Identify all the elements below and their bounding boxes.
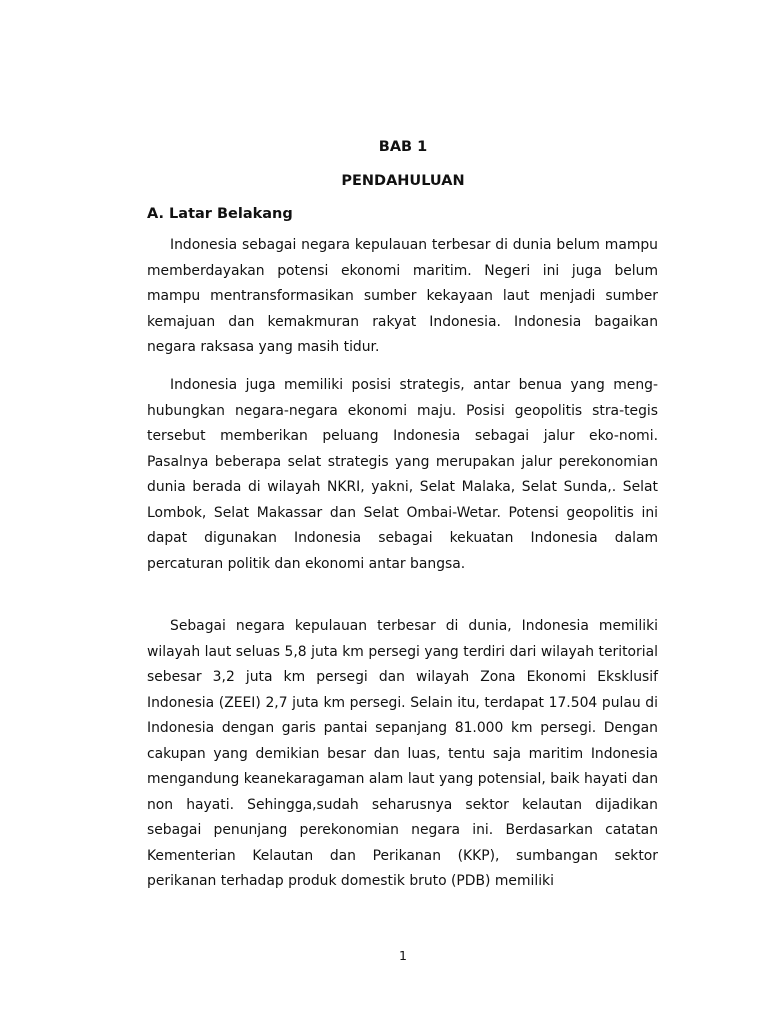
page-number: 1	[399, 948, 407, 963]
paragraph: Indonesia juga memiliki posisi strategis, antar benua yang meng-hubungkan negara-negara ekonomi maju. Posisi geopolitis stra-tegis tersebut memberikan peluang Indonesia sebagai jalur eko-nomi. Pasalnya beberapa selat strategis yang merupakan jalur perekonomian dunia berada di wilayah NKRI, yakni, Selat Malaka, Selat Sunda,. Selat Lombok, Selat Makassar dan Selat Ombai-Wetar. Potensi geopolitis ini dapat digunakan Indonesia sebagai kekuatan Indonesia dalam percaturan politik dan ekonomi antar bangsa.	[147, 377, 658, 572]
paragraph: Indonesia sebagai negara kepulauan terbesar di dunia belum mampu memberdayakan potensi ekonomi maritim. Negeri ini juga belum mampu mentransformasikan sumber kekayaan laut menjadi sumber kemajuan dan kemakmuran rakyat Indonesia. Indonesia bagaikan negara raksasa yang masih tidur.	[147, 237, 658, 355]
chapter-number: BAB 1	[378, 139, 428, 155]
chapter-title: PENDAHULUAN	[341, 173, 465, 189]
paragraph: Sebagai negara kepulauan terbesar di dunia, Indonesia memiliki wilayah laut seluas 5,8 juta km persegi yang terdiri dari wilayah teritorial sebesar 3,2 juta km persegi dan wilayah Zona Ekonomi Eksklusif Indonesia (ZEEI) 2,7 juta km persegi. Selain itu, terdapat 17.504 pulau di Indonesia dengan garis pantai sepanjang 81.000 km persegi. Dengan cakupan yang demikian besar dan luas, tentu saja maritim Indonesia mengandung keanekaragaman alam laut yang potensial, baik hayati dan non hayati. Sehingga,sudah seharusnya sektor kelautan dijadikan sebagai penunjang perekonomian negara ini. Berdasarkan catatan Kementerian Kelautan dan Perikanan (KKP), sumbangan sektor perikanan terhadap produk domestik bruto (PDB) memiliki	[147, 618, 658, 889]
section-heading: A. Latar Belakang	[147, 206, 293, 222]
